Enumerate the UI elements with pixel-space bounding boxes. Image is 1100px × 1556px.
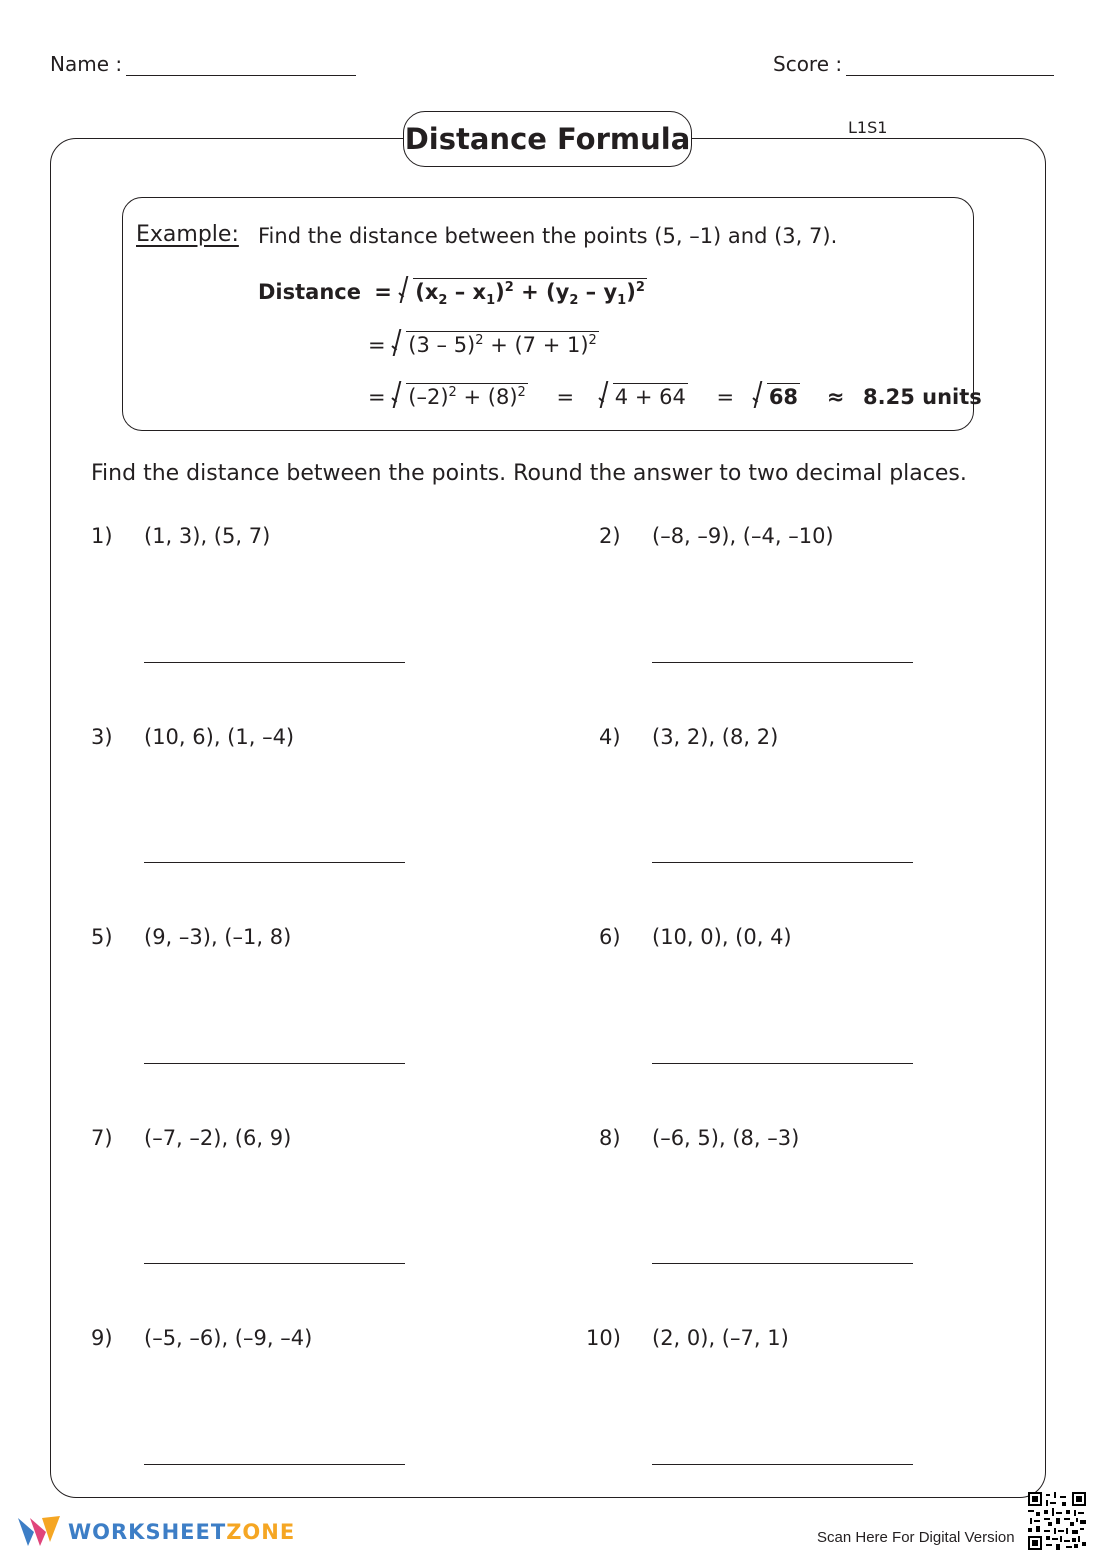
answer-line[interactable] — [144, 1464, 405, 1465]
problem-number: 5) — [91, 925, 113, 949]
distance-label: Distance — [258, 280, 361, 304]
problem-points: (10, 0), (0, 4) — [652, 925, 792, 949]
problem-points: (3, 2), (8, 2) — [652, 725, 779, 749]
problem-number: 2) — [599, 524, 621, 548]
radical-sum: 4 + 64 — [599, 383, 688, 409]
radical-squared: $(-2)^2 + (8)^2$ — [392, 383, 528, 409]
answer-line[interactable] — [652, 1464, 913, 1465]
example-answer: 8.25 units — [863, 385, 982, 409]
scan-text: Scan Here For Digital Version — [817, 1529, 1015, 1546]
name-blank[interactable] — [126, 54, 356, 76]
radical-substituted: $(3 - 5)^2 + (7 + 1)^2$ — [392, 331, 599, 357]
logo-w-icon — [16, 1512, 62, 1552]
formula-line-3: = $(-2)^2 + (8)^2 = 4 + 64 = 68 \approx 8.25$ units — [368, 385, 982, 409]
formula-line-2: = $(3 - 5)^2 + (7 + 1)^2$ — [368, 333, 597, 357]
formula-line-1: Distance = $(x_2 - x_1)^2 + (y_2 - y_1)^2$ — [258, 280, 645, 309]
answer-line[interactable] — [144, 862, 405, 863]
problem-number: 3) — [91, 725, 113, 749]
score-blank[interactable] — [846, 54, 1054, 76]
worksheet-code: L1S1 — [848, 118, 888, 137]
problem-points: (–6, 5), (8, –3) — [652, 1126, 800, 1150]
score-field[interactable] — [773, 52, 1054, 76]
problem-points: (–7, –2), (6, 9) — [144, 1126, 292, 1150]
problem-number: 1) — [91, 524, 113, 548]
problem-number: 9) — [91, 1326, 113, 1350]
problem-number: 10) — [586, 1326, 621, 1350]
name-label: Name : — [50, 52, 123, 76]
radical-formula: $(x_2 - x_1)^2 + (y_2 - y_1)^2$ — [399, 278, 647, 308]
answer-line[interactable] — [144, 662, 405, 663]
worksheetzone-logo — [16, 1512, 295, 1552]
name-field[interactable] — [50, 52, 356, 76]
answer-line[interactable] — [144, 1263, 405, 1264]
problem-points: (–8, –9), (–4, –10) — [652, 524, 834, 548]
brand-part-b: ZONE — [226, 1520, 296, 1544]
logo-wordmark — [68, 1520, 295, 1544]
problem-points: (9, –3), (–1, 8) — [144, 925, 292, 949]
answer-line[interactable] — [652, 662, 913, 663]
answer-line[interactable] — [652, 862, 913, 863]
answer-line[interactable] — [652, 1263, 913, 1264]
answer-line[interactable] — [144, 1063, 405, 1064]
problem-points: (1, 3), (5, 7) — [144, 524, 271, 548]
problem-number: 8) — [599, 1126, 621, 1150]
example-label: Example: — [136, 222, 239, 247]
problem-points: (2, 0), (–7, 1) — [652, 1326, 789, 1350]
problem-points: (10, 6), (1, –4) — [144, 725, 295, 749]
qr-code-icon[interactable] — [1028, 1492, 1086, 1550]
example-question: Find the distance between the points (5, –1) and (3, 7). — [258, 224, 838, 248]
page-title: Distance Formula — [403, 111, 692, 167]
brand-part-a: WORKSHEET — [68, 1520, 227, 1544]
instructions: Find the distance between the points. Round the answer to two decimal places. — [91, 461, 967, 486]
radical-68: 68 — [753, 383, 800, 409]
problem-number: 4) — [599, 725, 621, 749]
answer-line[interactable] — [652, 1063, 913, 1064]
problem-points: (–5, –6), (–9, –4) — [144, 1326, 313, 1350]
problem-number: 7) — [91, 1126, 113, 1150]
score-label: Score : — [773, 52, 843, 76]
problem-number: 6) — [599, 925, 621, 949]
